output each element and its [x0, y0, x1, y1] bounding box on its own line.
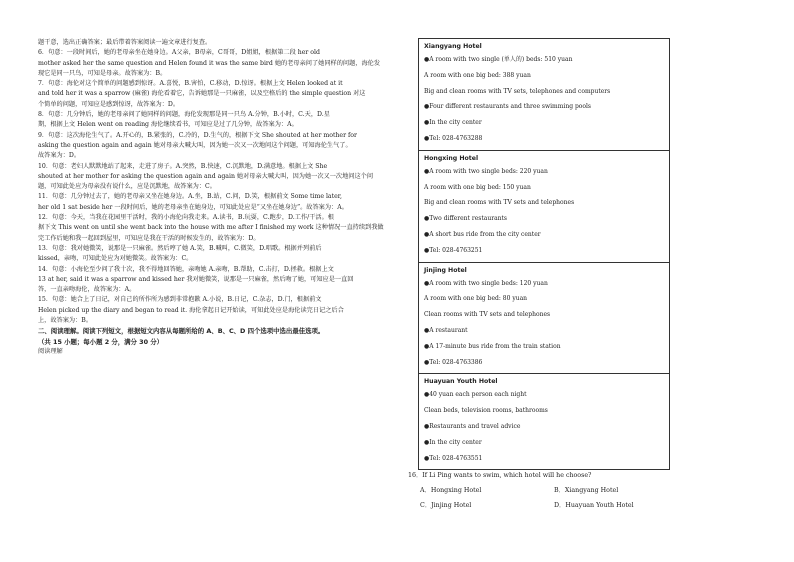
hotel-name: Xiangyang Hotel — [424, 43, 482, 50]
hotel-entry — [419, 151, 669, 263]
explanation-line: 7．句意：海伦对这个简单的问题感到惊讶。A.喜悦，B.害怕，C.移动，D.惊讶。根据上文 Helen looked at it — [38, 80, 343, 88]
answer-option[interactable]: D．Huayuan Youth Hotel — [554, 502, 634, 509]
explanation-line: 13．句意：我对她微笑，说那是一只麻雀。然后哼了她 A.笑，B.喊叫，C.微笑，D.唱歌。根据并列前后 — [38, 244, 322, 252]
section-subheading: （共 15 小题；每小题 2 分，满分 30 分） — [38, 337, 164, 346]
explanation-line: shouted at her mother for asking the question again and again 她对母亲大喊大叫，因为她一次又一次地问这个问 — [38, 172, 374, 180]
hotel-detail: ●A room with two single (单人的) beds: 510 yuan — [424, 56, 573, 63]
answer-option[interactable]: B．Xiangyang Hotel — [554, 487, 619, 494]
explanation-line: 15．句意：她合上了日记，对自己的所作所为感到非常抱歉 A.小说，B.日记，C.杂志，D.门，根据前文 — [38, 296, 322, 304]
explanation-line: asking the question again and again 她对母亲大喊大叫，因为她一次又一次地问这个问题，可知海伦生气了。 — [38, 141, 352, 149]
explanation-line: 8．句意：几分钟后，她的老母亲问了她同样的问题，海伦发现那是同一只鸟 A.分钟，B.小时，C.天，D.星 — [38, 111, 330, 119]
hotel-detail: ●A 17-minute bus ride from the train station — [424, 342, 561, 350]
explanation-line: 14．句意：小海伦至少问了我十次，我不得地回答她，亲吻她 A.亲吻，B.帮助，C.击打，D.拯救。根据上文 — [38, 265, 334, 273]
explanation-lines — [38, 38, 390, 326]
explanation-line: 期，根据上文 Helen went on reading 海伦继续看书，可知应是过了几分钟，故答案为：A。 — [38, 121, 298, 129]
hotel-detail: ●Four different restaurants and three swimming pools — [424, 103, 592, 111]
hotel-detail: Clean beds, television rooms, bathrooms — [424, 407, 548, 415]
question-text: 16．If Li Ping wants to swim, which hotel will he choose? — [408, 472, 592, 479]
explanation-line: 12．句意：今天，当我在花园里干活时，我的小海伦向我走来。A.读书，B.玩耍，C.跑步，D.工作/干活。根 — [38, 214, 334, 222]
answer-options — [420, 484, 688, 512]
explanation-line: 9．句意：这次海伦生气了。A.开心的，B.紧张的，C.冷的，D.生气的，根据下文 She shouted at her mother for — [38, 131, 357, 139]
hotel-detail: A room with one big bed: 80 yuan — [424, 295, 528, 303]
explanation-line: 13 at her, said it was a sparrow and kissed her 我对她微笑，说那是一只麻雀，然后吻了她，可知应是一直回 — [38, 275, 354, 283]
reading-label: 阅读理解 — [38, 347, 63, 355]
explanation-line: 6．句意：一段时间后，她的老母亲坐在她身边。A父亲，B母亲，C哥哥，D姐姐，根据第二段 her old — [38, 49, 320, 57]
explanation-line: and told her it was a sparrow (麻雀) 海伦看着它，告诉她那是一只麻雀，以及空格后的 the simple question 对这 — [38, 90, 366, 98]
hotel-detail: ●In the city center — [424, 438, 482, 446]
question-16 — [408, 470, 688, 512]
hotel-detail: ●Tel: 028-4763251 — [424, 246, 483, 254]
explanation-line: 个简单的问题，可知应是感到惊讶，故答案为：D。 — [38, 100, 180, 108]
hotel-info-panel — [418, 38, 670, 470]
section-heading: 二、阅读理解。阅读下列短文，根据短文内容从每题所给的 A、B、C、D 四个选项中选出最佳选项。 — [38, 327, 325, 336]
hotel-detail: ●A restaurant — [424, 326, 468, 334]
hotel-detail: ●40 yuan each person each night — [424, 391, 527, 399]
explanation-line: 答，一直亲吻海伦，故答案为：A。 — [38, 286, 136, 294]
explanation-line: 据下文 This went on until she went back into the house with me after I finished my work 这种情况一直持续到我做 — [38, 224, 384, 232]
hotel-detail: Big and clean rooms with TV sets, telephones and computers — [424, 87, 611, 95]
explanation-line: her old 1 sat beside her 一段时间后，她的老母亲坐在她身边，可知此处应是“又坐在她身边”。故答案为：A。 — [38, 203, 348, 211]
hotel-detail: ●A short bus ride from the city center — [424, 230, 541, 238]
hotel-detail: ●A room with two single beds: 220 yuan — [424, 167, 548, 175]
hotel-detail: A room with one big bed: 388 yuan — [424, 71, 531, 79]
hotel-name: Hongxing Hotel — [424, 154, 479, 162]
explanation-line: 现它是同一只鸟，可知是母亲。故答案为：B。 — [38, 69, 167, 77]
explanation-line: 题，可知此处应为母亲没有说什么，应是沉默地，故答案为：C。 — [38, 183, 216, 191]
answer-option[interactable]: A．Hongxing Hotel — [420, 487, 482, 494]
explanation-line: 完工作后她和我一起回到屋里，可知应是我在干活的时候发生的，故答案为：D。 — [38, 234, 260, 242]
hotel-entry — [419, 39, 669, 151]
answer-option[interactable]: C．Jinjing Hotel — [420, 502, 472, 509]
explanation-line: 上，故答案为：B。 — [38, 317, 93, 325]
explanation-line: 故答案为：D。 — [38, 152, 81, 160]
hotel-detail: ●Tel: 028-4763386 — [424, 358, 483, 366]
answer-explanations — [38, 38, 390, 357]
hotel-detail: A room with one big bed: 150 yuan — [424, 183, 531, 191]
hotel-detail: ●In the city center — [424, 119, 482, 127]
hotel-detail: ●Tel: 028-4763288 — [424, 134, 483, 142]
hotel-name: Jinjing Hotel — [424, 266, 467, 274]
hotel-detail: ●Tel: 028-4763551 — [424, 454, 483, 462]
explanation-line: 题干意，选出正确答案；最后带着答案阅读一遍文章进行复查。 — [38, 39, 212, 46]
hotel-name: Huayuan Youth Hotel — [424, 378, 498, 386]
explanation-line: kissed，亲吻，可知此处应为对她微笑。故答案为：C。 — [38, 255, 193, 263]
explanation-line: Helen picked up the diary and began to read it. 海伦拿起日记开始读，可知此处应是海伦读完日记之后合 — [38, 306, 344, 314]
hotel-table — [418, 38, 670, 470]
explanation-line: 11．句意：几分钟过去了，她的老母亲又坐在她身边。A.坐，B.站，C.问，D.笑，根据前文 Some time later, — [38, 193, 343, 201]
hotel-detail: ●A room with two single beds: 120 yuan — [424, 279, 548, 287]
hotel-detail: Clean rooms with TV sets and telephones — [424, 311, 551, 319]
hotel-entry — [419, 263, 669, 375]
explanation-line: mother asked her the same question and Helen found it was the same bird 她的老母亲问了她同样的问题，海伦发 — [38, 59, 381, 67]
hotel-detail: Big and clean rooms with TV sets and telephones — [424, 199, 575, 207]
hotel-detail: ●Restaurants and travel advice — [424, 422, 521, 430]
hotel-entry — [419, 374, 669, 469]
explanation-line: 10．句意：老妇人默默地站了起来，走进了房子。A.突然，B.快速，C.沉默地，D.满意地。根据上文 She — [38, 162, 328, 170]
hotel-detail: ●Two different restaurants — [424, 215, 508, 223]
